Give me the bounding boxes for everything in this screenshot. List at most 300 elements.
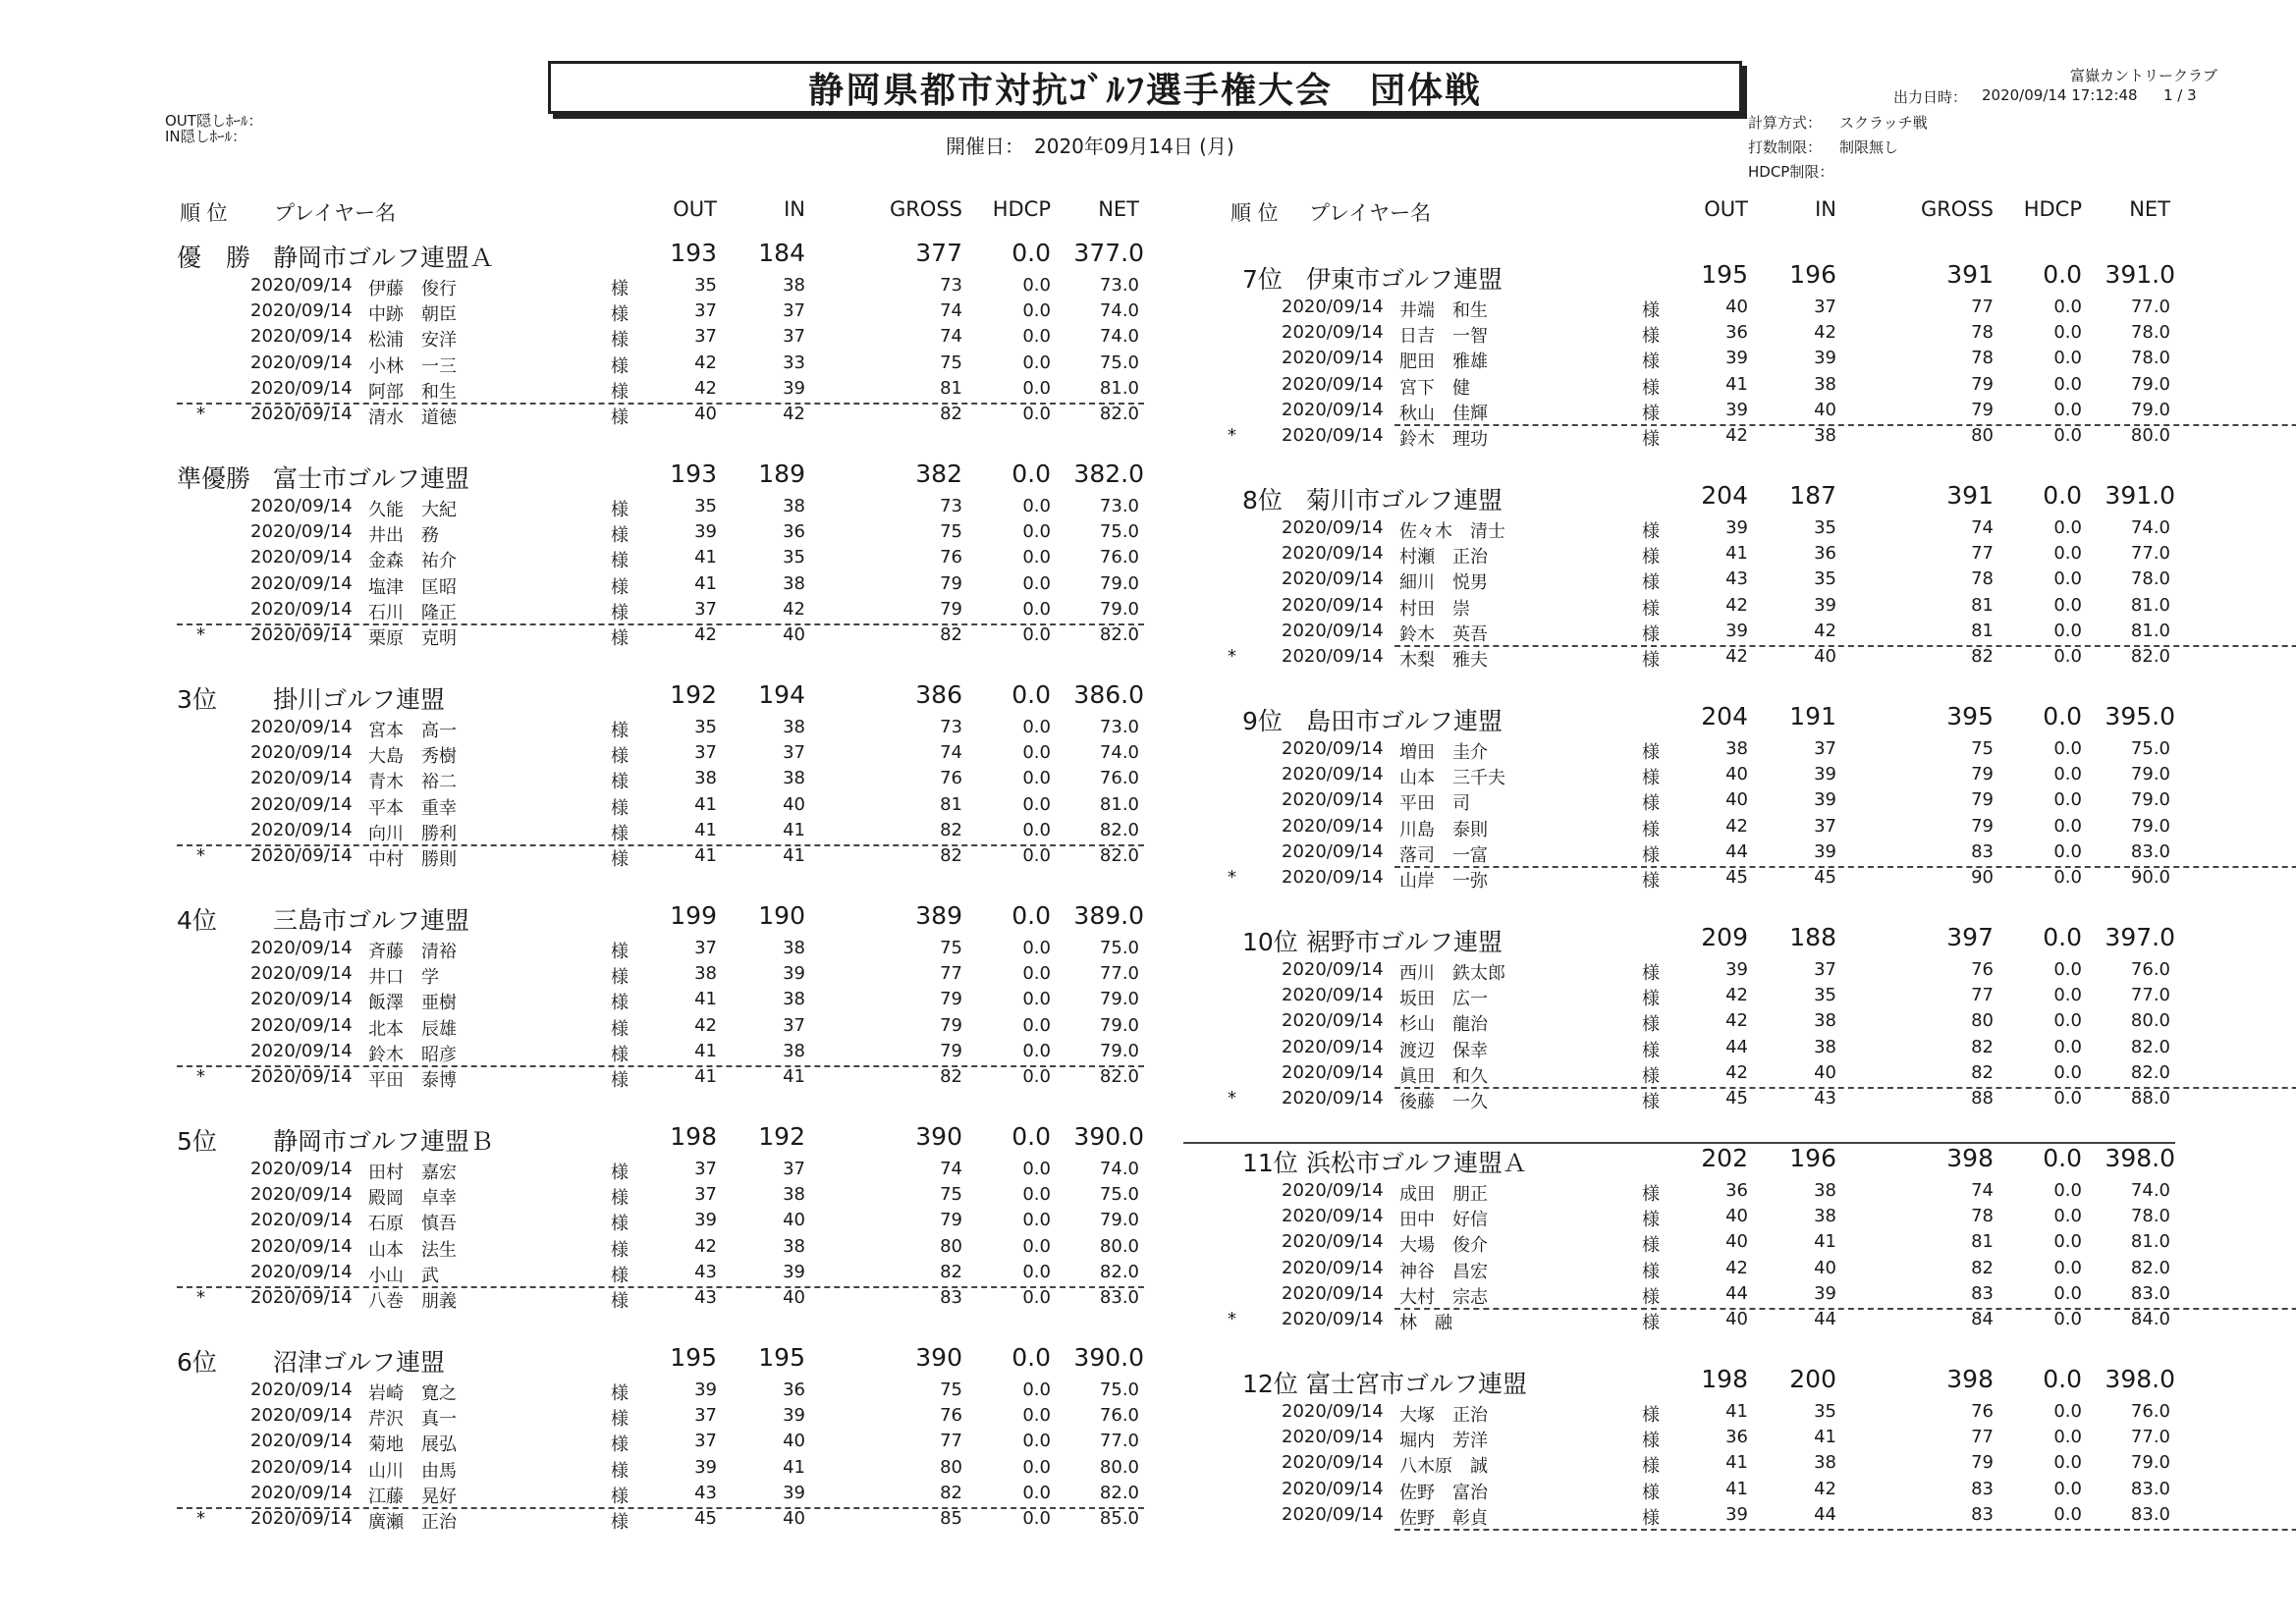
player-net: 82.0 — [2130, 1061, 2170, 1083]
player-gross: 79 — [940, 989, 962, 1010]
player-name: 増田 圭介 — [1399, 742, 1488, 763]
honorific: 様 — [611, 1070, 629, 1091]
player-net: 81.0 — [2130, 1231, 2170, 1253]
player-net: 81.0 — [2130, 620, 2170, 641]
player-gross: 82 — [1971, 1257, 1994, 1278]
player-in: 40 — [783, 624, 805, 645]
player-hdcp: 0.0 — [2053, 425, 2082, 446]
player-row — [0, 1180, 2296, 1206]
player-name: 阿部 和生 — [368, 381, 457, 403]
play-date: 2020/09/14 — [250, 938, 353, 958]
play-date: 2020/09/14 — [1282, 1282, 1384, 1304]
play-date: 2020/09/14 — [250, 352, 353, 373]
reserve-mark: * — [196, 624, 205, 645]
player-in: 42 — [1814, 1478, 1836, 1499]
player-name: 塩津 匡昭 — [368, 576, 457, 598]
player-gross: 75 — [940, 521, 962, 543]
player-gross: 75 — [940, 1184, 962, 1206]
honorific: 様 — [1642, 1286, 1660, 1308]
player-hdcp: 0.0 — [2053, 1452, 2082, 1474]
player-name: 廣瀬 正治 — [368, 1512, 457, 1533]
player-name: 金森 祐介 — [368, 551, 457, 572]
player-gross: 81 — [1971, 620, 1994, 641]
player-gross: 73 — [940, 496, 962, 516]
in-hidden-label: IN隠しﾎｰﾙ： — [165, 128, 247, 145]
honorific: 様 — [1642, 1261, 1660, 1282]
player-out: 38 — [1725, 738, 1748, 759]
player-out: 42 — [1725, 1257, 1748, 1278]
player-name: 松浦 安洋 — [368, 330, 457, 352]
player-hdcp: 0.0 — [2053, 1309, 2082, 1329]
player-in: 44 — [1814, 1503, 1836, 1525]
team-out: 202 — [1701, 1144, 1748, 1172]
player-out: 41 — [694, 572, 717, 594]
col-net: NET — [2129, 197, 2170, 221]
team-gross: 377 — [915, 239, 962, 267]
player-in: 38 — [783, 938, 805, 958]
player-name: 青木 裕二 — [368, 772, 457, 793]
player-name: 大場 俊介 — [1399, 1235, 1488, 1257]
team-gross: 390 — [915, 1343, 962, 1372]
honorific: 様 — [1642, 871, 1660, 892]
player-gross: 82 — [940, 404, 962, 424]
player-row — [0, 348, 2296, 373]
player-hdcp: 0.0 — [1022, 275, 1051, 296]
play-date: 2020/09/14 — [250, 1380, 353, 1400]
player-name: 菊地 展弘 — [368, 1434, 457, 1456]
player-out: 37 — [694, 1405, 717, 1427]
player-row — [0, 1062, 2296, 1088]
player-in: 38 — [1814, 1010, 1836, 1032]
player-in: 40 — [783, 1431, 805, 1452]
player-in: 40 — [1814, 1061, 1836, 1083]
hdcp-limit-label: HDCP制限： — [1748, 163, 1834, 181]
player-name: 坂田 広一 — [1399, 989, 1488, 1010]
player-net: 73.0 — [1099, 496, 1139, 516]
player-net: 81.0 — [1099, 793, 1139, 815]
player-gross: 79 — [1971, 789, 1994, 811]
honorific: 様 — [1642, 768, 1660, 789]
player-out: 41 — [1725, 373, 1748, 395]
event-date-label: 開催日： — [946, 135, 1024, 158]
play-date: 2020/09/14 — [1282, 646, 1384, 667]
player-out: 41 — [694, 989, 717, 1010]
honorific: 様 — [611, 602, 629, 623]
player-in: 38 — [1814, 425, 1836, 446]
player-net: 79.0 — [2130, 399, 2170, 420]
player-name: 佐野 彰貞 — [1399, 1507, 1488, 1529]
player-in: 36 — [1814, 543, 1836, 565]
team-in: 200 — [1789, 1365, 1836, 1393]
honorific: 様 — [1642, 623, 1660, 645]
player-net: 75.0 — [1099, 1380, 1139, 1400]
player-row — [0, 400, 2296, 425]
player-name: 平本 重幸 — [368, 797, 457, 819]
play-date: 2020/09/14 — [250, 1184, 353, 1206]
play-date: 2020/09/14 — [250, 521, 353, 543]
player-name: 眞田 和久 — [1399, 1065, 1488, 1087]
player-hdcp: 0.0 — [1022, 521, 1051, 543]
player-name: 細川 悦男 — [1399, 572, 1488, 594]
player-in: 39 — [1814, 1282, 1836, 1304]
play-date: 2020/09/14 — [1282, 1401, 1384, 1422]
player-in: 39 — [1814, 789, 1836, 811]
player-out: 41 — [694, 819, 717, 840]
player-row — [0, 1037, 2296, 1062]
player-name: 宮本 高一 — [368, 721, 457, 741]
player-gross: 74 — [1971, 1180, 1994, 1201]
honorific: 様 — [1642, 844, 1660, 866]
player-net: 76.0 — [1099, 1405, 1139, 1427]
honorific: 様 — [1642, 1482, 1660, 1503]
player-out: 44 — [1725, 840, 1748, 862]
player-net: 79.0 — [1099, 598, 1139, 620]
honorific: 様 — [611, 942, 629, 962]
player-net: 74.0 — [1099, 1159, 1139, 1179]
player-out: 37 — [694, 300, 717, 322]
player-gross: 81 — [940, 793, 962, 815]
player-gross: 74 — [940, 300, 962, 322]
player-out: 41 — [1725, 543, 1748, 565]
player-net: 79.0 — [1099, 989, 1139, 1010]
player-gross: 82 — [940, 845, 962, 866]
player-in: 38 — [783, 1184, 805, 1206]
player-name: 殿岡 卓幸 — [368, 1188, 457, 1210]
team-name: 菊川市ゴルフ連盟 — [1306, 486, 1503, 514]
player-in: 38 — [783, 768, 805, 789]
player-row — [0, 646, 2296, 672]
team-out: 204 — [1701, 481, 1748, 510]
player-out: 37 — [694, 1159, 717, 1179]
team-gross: 391 — [1946, 260, 1994, 289]
player-hdcp: 0.0 — [2053, 348, 2082, 369]
player-gross: 77 — [940, 1431, 962, 1452]
player-out: 40 — [1725, 1309, 1748, 1329]
player-out: 43 — [694, 1482, 717, 1503]
team-net: 391.0 — [2105, 481, 2175, 510]
player-net: 83.0 — [2130, 1503, 2170, 1525]
player-out: 42 — [1725, 1010, 1748, 1032]
player-hdcp: 0.0 — [1022, 1508, 1051, 1529]
player-net: 79.0 — [1099, 1210, 1139, 1231]
col-gross: GROSS — [1920, 197, 1994, 221]
player-out: 45 — [1725, 1088, 1748, 1109]
honorific: 様 — [611, 500, 629, 520]
player-name: 秋山 佳輝 — [1399, 403, 1488, 424]
player-name: 井口 学 — [368, 967, 439, 989]
player-net: 75.0 — [1099, 938, 1139, 958]
player-name: 江藤 晃好 — [368, 1486, 457, 1507]
player-hdcp: 0.0 — [1022, 742, 1051, 764]
honorific: 様 — [1642, 547, 1660, 568]
team-in: 194 — [758, 680, 805, 709]
player-hdcp: 0.0 — [1022, 496, 1051, 516]
player-net: 80.0 — [1099, 1456, 1139, 1478]
team-gross: 397 — [1946, 923, 1994, 951]
player-row — [0, 425, 2296, 451]
player-gross: 82 — [940, 624, 962, 645]
player-in: 45 — [1814, 867, 1836, 888]
honorific: 様 — [611, 628, 629, 649]
player-in: 37 — [783, 742, 805, 764]
player-net: 79.0 — [2130, 373, 2170, 395]
play-date: 2020/09/14 — [250, 496, 353, 516]
play-date: 2020/09/14 — [1282, 297, 1384, 317]
team-net: 390.0 — [1073, 1343, 1144, 1372]
player-gross: 79 — [1971, 373, 1994, 395]
team-name: 伊東市ゴルフ連盟 — [1306, 265, 1503, 294]
play-date: 2020/09/14 — [1282, 620, 1384, 641]
page-number: 1 / 3 — [2163, 86, 2197, 104]
player-in: 43 — [1814, 1088, 1836, 1109]
player-name: 小林 一三 — [368, 355, 457, 377]
player-hdcp: 0.0 — [2053, 297, 2082, 317]
player-name: 飯澤 亜樹 — [368, 993, 457, 1014]
team-net: 398.0 — [2105, 1365, 2175, 1393]
player-name: 石川 隆正 — [368, 602, 457, 623]
player-in: 42 — [783, 598, 805, 620]
player-hdcp: 0.0 — [2053, 568, 2082, 590]
play-date: 2020/09/14 — [1282, 1061, 1384, 1083]
play-date: 2020/09/14 — [1282, 348, 1384, 369]
team-net: 389.0 — [1073, 901, 1144, 930]
honorific: 様 — [611, 1044, 629, 1065]
player-gross: 82 — [940, 1066, 962, 1087]
player-name: 日吉 一智 — [1399, 326, 1488, 348]
play-date: 2020/09/14 — [1282, 1088, 1384, 1109]
honorific: 様 — [1642, 1456, 1660, 1478]
player-name: 鈴木 理功 — [1399, 429, 1488, 450]
player-in: 41 — [1814, 1231, 1836, 1253]
player-row — [0, 1088, 2296, 1113]
player-net: 77.0 — [1099, 1431, 1139, 1452]
honorific: 様 — [1642, 793, 1660, 815]
team-rank: 7位 — [1242, 265, 1283, 294]
play-date: 2020/09/14 — [1282, 738, 1384, 759]
player-gross: 79 — [940, 572, 962, 594]
player-net: 79.0 — [2130, 789, 2170, 811]
player-name: 中村 勝則 — [368, 849, 457, 870]
player-separator — [1394, 1087, 2296, 1089]
player-name: 村田 崇 — [1399, 598, 1470, 620]
play-date: 2020/09/14 — [250, 598, 353, 620]
player-in: 37 — [783, 1159, 805, 1179]
team-name: 三島市ゴルフ連盟 — [273, 906, 470, 935]
page-title: 静岡県都市対抗ｺﾞﾙﾌ選手権大会 団体戦 — [548, 61, 1742, 114]
honorific: 様 — [1642, 1431, 1660, 1452]
honorific: 様 — [611, 1460, 629, 1482]
player-net: 82.0 — [1099, 845, 1139, 866]
honorific: 様 — [1642, 300, 1660, 321]
player-gross: 79 — [1971, 764, 1994, 785]
col-hdcp: HDCP — [2023, 197, 2082, 221]
player-in: 39 — [1814, 840, 1836, 862]
honorific: 様 — [611, 1018, 629, 1040]
player-out: 42 — [694, 1235, 717, 1257]
player-in: 41 — [783, 1456, 805, 1478]
honorific: 様 — [1642, 650, 1660, 671]
player-row — [0, 959, 2296, 985]
honorific: 様 — [1642, 352, 1660, 373]
player-in: 37 — [783, 1014, 805, 1036]
team-summary-row — [0, 260, 2296, 294]
player-out: 41 — [1725, 1401, 1748, 1422]
player-in: 38 — [783, 717, 805, 737]
honorific: 様 — [611, 330, 629, 352]
player-gross: 74 — [940, 742, 962, 764]
player-name: 木梨 雅夫 — [1399, 650, 1488, 671]
play-date: 2020/09/14 — [1282, 1503, 1384, 1525]
player-net: 79.0 — [2130, 1452, 2170, 1474]
player-out: 42 — [694, 377, 717, 399]
player-out: 40 — [1725, 789, 1748, 811]
player-out: 43 — [694, 1261, 717, 1282]
player-gross: 76 — [940, 547, 962, 568]
play-date: 2020/09/14 — [250, 547, 353, 568]
play-date: 2020/09/14 — [250, 377, 353, 399]
col-net: NET — [1098, 197, 1139, 221]
play-date: 2020/09/14 — [250, 1482, 353, 1503]
player-row — [0, 738, 2296, 764]
team-out: 195 — [1701, 260, 1748, 289]
player-net: 82.0 — [2130, 1036, 2170, 1057]
player-in: 35 — [1814, 985, 1836, 1006]
play-date: 2020/09/14 — [1282, 1452, 1384, 1474]
honorific: 様 — [611, 993, 629, 1014]
player-net: 78.0 — [2130, 322, 2170, 344]
player-net: 74.0 — [2130, 517, 2170, 538]
honorific: 様 — [611, 1409, 629, 1431]
play-date: 2020/09/14 — [250, 989, 353, 1010]
player-out: 40 — [694, 404, 717, 424]
player-hdcp: 0.0 — [1022, 1287, 1051, 1308]
player-name: 井端 和生 — [1399, 300, 1488, 321]
player-row — [0, 1504, 2296, 1530]
player-gross: 74 — [940, 1159, 962, 1179]
player-name: 伊藤 俊行 — [368, 279, 457, 299]
player-row — [0, 1206, 2296, 1231]
player-out: 42 — [694, 624, 717, 645]
team-out: 209 — [1701, 923, 1748, 951]
player-hdcp: 0.0 — [1022, 1431, 1051, 1452]
player-net: 77.0 — [2130, 1427, 2170, 1448]
player-net: 80.0 — [1099, 1235, 1139, 1257]
player-in: 39 — [1814, 764, 1836, 785]
col-rank: 順 位 — [1230, 201, 1279, 225]
calc-method-label: 計算方式： — [1748, 114, 1823, 132]
player-separator — [1394, 424, 2296, 426]
player-in: 35 — [1814, 1401, 1836, 1422]
team-net: 382.0 — [1073, 460, 1144, 488]
player-out: 42 — [1725, 425, 1748, 446]
player-hdcp: 0.0 — [1022, 1040, 1051, 1061]
honorific: 様 — [1642, 742, 1660, 763]
player-gross: 74 — [940, 326, 962, 348]
player-out: 40 — [1725, 1206, 1748, 1227]
play-date: 2020/09/14 — [1282, 594, 1384, 616]
col-in: IN — [784, 197, 805, 221]
player-net: 82.0 — [2130, 646, 2170, 667]
player-out: 41 — [694, 1040, 717, 1061]
team-net: 377.0 — [1073, 239, 1144, 267]
player-hdcp: 0.0 — [1022, 300, 1051, 322]
team-in: 187 — [1789, 481, 1836, 510]
team-gross: 398 — [1946, 1365, 1994, 1393]
player-gross: 85 — [940, 1508, 962, 1529]
player-hdcp: 0.0 — [2053, 646, 2082, 667]
player-in: 39 — [1814, 594, 1836, 616]
honorific: 様 — [611, 772, 629, 793]
player-hdcp: 0.0 — [1022, 1210, 1051, 1231]
player-net: 80.0 — [2130, 425, 2170, 446]
player-out: 39 — [1725, 348, 1748, 369]
player-net: 73.0 — [1099, 275, 1139, 296]
player-gross: 78 — [1971, 1206, 1994, 1227]
play-date: 2020/09/14 — [250, 1456, 353, 1478]
stroke-limit-label: 打数制限： — [1748, 138, 1823, 156]
team-rank: 5位 — [177, 1127, 217, 1156]
honorific: 様 — [611, 551, 629, 572]
player-gross: 79 — [940, 1014, 962, 1036]
team-rank: 9位 — [1242, 707, 1283, 735]
player-hdcp: 0.0 — [2053, 1010, 2082, 1032]
team-name: 静岡市ゴルフ連盟Ａ — [273, 243, 495, 272]
player-gross: 76 — [940, 1405, 962, 1427]
honorific: 様 — [611, 1383, 629, 1404]
reserve-mark: * — [196, 1066, 205, 1087]
player-name: 井出 務 — [368, 525, 439, 547]
player-in: 35 — [783, 547, 805, 568]
player-gross: 82 — [940, 1482, 962, 1503]
player-row — [0, 322, 2296, 348]
honorific: 様 — [1642, 1065, 1660, 1087]
player-gross: 82 — [940, 819, 962, 840]
reserve-mark: * — [196, 845, 205, 866]
player-gross: 88 — [1971, 1088, 1994, 1109]
player-name: 北本 辰雄 — [368, 1018, 457, 1040]
play-date: 2020/09/14 — [1282, 322, 1384, 344]
reserve-mark: * — [1228, 425, 1236, 446]
player-hdcp: 0.0 — [2053, 1282, 2082, 1304]
play-date: 2020/09/14 — [250, 742, 353, 764]
player-hdcp: 0.0 — [2053, 543, 2082, 565]
player-out: 36 — [1725, 322, 1748, 344]
player-in: 33 — [783, 352, 805, 373]
player-net: 78.0 — [2130, 568, 2170, 590]
player-hdcp: 0.0 — [1022, 845, 1051, 866]
play-date: 2020/09/14 — [1282, 1206, 1384, 1227]
player-out: 39 — [694, 521, 717, 543]
player-name: 林 融 — [1399, 1313, 1452, 1333]
player-separator — [1394, 1308, 2296, 1310]
honorific: 様 — [611, 279, 629, 299]
player-name: 鈴木 英吾 — [1399, 623, 1488, 645]
player-out: 41 — [694, 793, 717, 815]
honorific: 様 — [1642, 1092, 1660, 1112]
player-name: 大村 宗志 — [1399, 1286, 1488, 1308]
player-in: 38 — [783, 1235, 805, 1257]
player-name: 大塚 正治 — [1399, 1405, 1488, 1426]
team-rank: 3位 — [177, 685, 217, 714]
player-net: 82.0 — [1099, 1261, 1139, 1282]
player-hdcp: 0.0 — [1022, 1014, 1051, 1036]
player-hdcp: 0.0 — [1022, 624, 1051, 645]
play-date: 2020/09/14 — [1282, 543, 1384, 565]
player-net: 81.0 — [2130, 594, 2170, 616]
team-hdcp: 0.0 — [1011, 239, 1051, 267]
player-hdcp: 0.0 — [1022, 1261, 1051, 1282]
player-in: 39 — [783, 1482, 805, 1503]
